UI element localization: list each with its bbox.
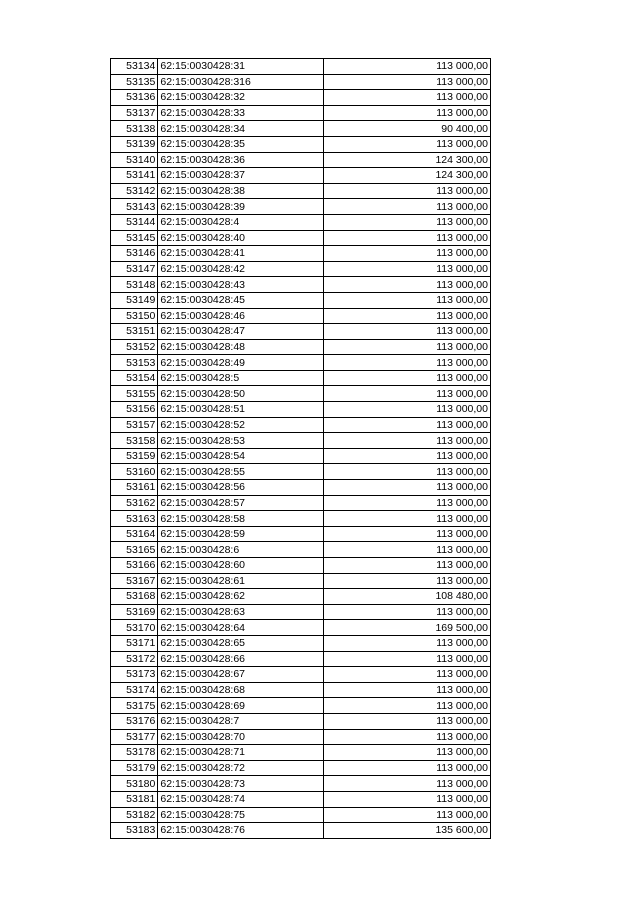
value-cell: 113 000,00 <box>324 277 491 293</box>
cadastral-number-cell: 62:15:0030428:34 <box>158 121 324 137</box>
value-cell: 113 000,00 <box>324 74 491 90</box>
table-row <box>111 620 491 636</box>
row-number-cell: 53139 <box>111 136 158 152</box>
value-cell: 169 500,00 <box>324 620 491 636</box>
row-number-cell: 53165 <box>111 542 158 558</box>
table-row <box>111 90 491 106</box>
cadastral-number-cell: 62:15:0030428:5 <box>158 370 324 386</box>
value-cell: 113 000,00 <box>324 807 491 823</box>
value-cell: 113 000,00 <box>324 308 491 324</box>
row-number-cell: 53169 <box>111 604 158 620</box>
cadastral-number-cell: 62:15:0030428:50 <box>158 386 324 402</box>
value-cell: 90 400,00 <box>324 121 491 137</box>
table-row <box>111 230 491 246</box>
table-row <box>111 542 491 558</box>
value-cell: 113 000,00 <box>324 370 491 386</box>
table-row <box>111 74 491 90</box>
table-row <box>111 136 491 152</box>
table-row <box>111 589 491 605</box>
cadastral-number-cell: 62:15:0030428:62 <box>158 589 324 605</box>
table-row <box>111 635 491 651</box>
table-row <box>111 199 491 215</box>
table-row <box>111 698 491 714</box>
row-number-cell: 53150 <box>111 308 158 324</box>
row-number-cell: 53136 <box>111 90 158 106</box>
cadastral-number-cell: 62:15:0030428:33 <box>158 105 324 121</box>
table-row <box>111 776 491 792</box>
cadastral-number-cell: 62:15:0030428:45 <box>158 292 324 308</box>
value-cell: 113 000,00 <box>324 776 491 792</box>
cadastral-number-cell: 62:15:0030428:66 <box>158 651 324 667</box>
table-row <box>111 495 491 511</box>
row-number-cell: 53176 <box>111 713 158 729</box>
table-row <box>111 526 491 542</box>
table-row <box>111 324 491 340</box>
value-cell: 113 000,00 <box>324 199 491 215</box>
table-row <box>111 105 491 121</box>
value-cell: 113 000,00 <box>324 59 491 75</box>
row-number-cell: 53174 <box>111 682 158 698</box>
value-cell: 113 000,00 <box>324 651 491 667</box>
value-cell: 113 000,00 <box>324 760 491 776</box>
value-cell: 113 000,00 <box>324 698 491 714</box>
table-row <box>111 277 491 293</box>
table-row <box>111 480 491 496</box>
table-row <box>111 558 491 574</box>
table-row <box>111 292 491 308</box>
row-number-cell: 53170 <box>111 620 158 636</box>
value-cell: 113 000,00 <box>324 90 491 106</box>
cadastral-number-cell: 62:15:0030428:67 <box>158 667 324 683</box>
value-cell: 113 000,00 <box>324 511 491 527</box>
row-number-cell: 53171 <box>111 635 158 651</box>
row-number-cell: 53172 <box>111 651 158 667</box>
table-row <box>111 464 491 480</box>
value-cell: 113 000,00 <box>324 745 491 761</box>
row-number-cell: 53167 <box>111 573 158 589</box>
table-row <box>111 168 491 184</box>
cadastral-number-cell: 62:15:0030428:41 <box>158 246 324 262</box>
row-number-cell: 53146 <box>111 246 158 262</box>
cadastral-number-cell: 62:15:0030428:32 <box>158 90 324 106</box>
row-number-cell: 53162 <box>111 495 158 511</box>
value-cell: 113 000,00 <box>324 292 491 308</box>
row-number-cell: 53134 <box>111 59 158 75</box>
row-number-cell: 53155 <box>111 386 158 402</box>
row-number-cell: 53144 <box>111 214 158 230</box>
cadastral-number-cell: 62:15:0030428:56 <box>158 480 324 496</box>
value-cell: 113 000,00 <box>324 386 491 402</box>
table-row <box>111 246 491 262</box>
value-cell: 124 300,00 <box>324 152 491 168</box>
cadastral-number-cell: 62:15:0030428:7 <box>158 713 324 729</box>
cadastral-number-cell: 62:15:0030428:72 <box>158 760 324 776</box>
row-number-cell: 53173 <box>111 667 158 683</box>
row-number-cell: 53137 <box>111 105 158 121</box>
cadastral-number-cell: 62:15:0030428:76 <box>158 823 324 839</box>
cadastral-number-cell: 62:15:0030428:64 <box>158 620 324 636</box>
row-number-cell: 53153 <box>111 355 158 371</box>
row-number-cell: 53138 <box>111 121 158 137</box>
row-number-cell: 53178 <box>111 745 158 761</box>
table-row <box>111 214 491 230</box>
cadastral-number-cell: 62:15:0030428:61 <box>158 573 324 589</box>
cadastral-number-cell: 62:15:0030428:60 <box>158 558 324 574</box>
value-cell: 113 000,00 <box>324 448 491 464</box>
value-cell: 113 000,00 <box>324 713 491 729</box>
row-number-cell: 53161 <box>111 480 158 496</box>
table-row <box>111 59 491 75</box>
value-cell: 113 000,00 <box>324 339 491 355</box>
cadastral-number-cell: 62:15:0030428:316 <box>158 74 324 90</box>
cadastral-number-cell: 62:15:0030428:69 <box>158 698 324 714</box>
cadastral-number-cell: 62:15:0030428:55 <box>158 464 324 480</box>
table-row <box>111 121 491 137</box>
table-row <box>111 386 491 402</box>
row-number-cell: 53168 <box>111 589 158 605</box>
table-row <box>111 807 491 823</box>
value-cell: 113 000,00 <box>324 635 491 651</box>
row-number-cell: 53182 <box>111 807 158 823</box>
cadastral-number-cell: 62:15:0030428:59 <box>158 526 324 542</box>
table-row <box>111 261 491 277</box>
cadastral-number-cell: 62:15:0030428:39 <box>158 199 324 215</box>
cadastral-number-cell: 62:15:0030428:43 <box>158 277 324 293</box>
cadastral-number-cell: 62:15:0030428:42 <box>158 261 324 277</box>
table-row <box>111 355 491 371</box>
row-number-cell: 53163 <box>111 511 158 527</box>
row-number-cell: 53149 <box>111 292 158 308</box>
table-row <box>111 713 491 729</box>
row-number-cell: 53140 <box>111 152 158 168</box>
value-cell: 113 000,00 <box>324 183 491 199</box>
cadastral-number-cell: 62:15:0030428:51 <box>158 402 324 418</box>
cadastral-number-cell: 62:15:0030428:75 <box>158 807 324 823</box>
row-number-cell: 53180 <box>111 776 158 792</box>
row-number-cell: 53177 <box>111 729 158 745</box>
table-body <box>111 59 491 839</box>
cadastral-number-cell: 62:15:0030428:52 <box>158 417 324 433</box>
cadastral-number-cell: 62:15:0030428:40 <box>158 230 324 246</box>
value-cell: 113 000,00 <box>324 402 491 418</box>
table-row <box>111 183 491 199</box>
cadastral-number-cell: 62:15:0030428:6 <box>158 542 324 558</box>
row-number-cell: 53143 <box>111 199 158 215</box>
value-cell: 113 000,00 <box>324 105 491 121</box>
table-row <box>111 682 491 698</box>
value-cell: 113 000,00 <box>324 246 491 262</box>
table-row <box>111 370 491 386</box>
table-row <box>111 433 491 449</box>
value-cell: 113 000,00 <box>324 417 491 433</box>
value-cell: 113 000,00 <box>324 573 491 589</box>
value-cell: 135 600,00 <box>324 823 491 839</box>
table-row <box>111 604 491 620</box>
row-number-cell: 53183 <box>111 823 158 839</box>
value-cell: 113 000,00 <box>324 791 491 807</box>
cadastral-number-cell: 62:15:0030428:47 <box>158 324 324 340</box>
value-cell: 113 000,00 <box>324 433 491 449</box>
row-number-cell: 53152 <box>111 339 158 355</box>
table-row <box>111 417 491 433</box>
row-number-cell: 53160 <box>111 464 158 480</box>
row-number-cell: 53135 <box>111 74 158 90</box>
table-row <box>111 152 491 168</box>
table-row <box>111 339 491 355</box>
row-number-cell: 53164 <box>111 526 158 542</box>
cadastral-number-cell: 62:15:0030428:36 <box>158 152 324 168</box>
value-cell: 113 000,00 <box>324 526 491 542</box>
row-number-cell: 53158 <box>111 433 158 449</box>
table-row <box>111 573 491 589</box>
value-cell: 113 000,00 <box>324 682 491 698</box>
row-number-cell: 53147 <box>111 261 158 277</box>
row-number-cell: 53148 <box>111 277 158 293</box>
row-number-cell: 53156 <box>111 402 158 418</box>
row-number-cell: 53154 <box>111 370 158 386</box>
table-row <box>111 448 491 464</box>
table-row <box>111 667 491 683</box>
row-number-cell: 53145 <box>111 230 158 246</box>
table-row <box>111 745 491 761</box>
table-row <box>111 791 491 807</box>
table-row <box>111 729 491 745</box>
value-cell: 113 000,00 <box>324 667 491 683</box>
cadastral-value-table <box>110 58 491 839</box>
value-cell: 113 000,00 <box>324 261 491 277</box>
cadastral-number-cell: 62:15:0030428:37 <box>158 168 324 184</box>
cadastral-number-cell: 62:15:0030428:46 <box>158 308 324 324</box>
cadastral-number-cell: 62:15:0030428:71 <box>158 745 324 761</box>
cadastral-number-cell: 62:15:0030428:57 <box>158 495 324 511</box>
value-cell: 113 000,00 <box>324 324 491 340</box>
cadastral-number-cell: 62:15:0030428:4 <box>158 214 324 230</box>
table-row <box>111 511 491 527</box>
cadastral-number-cell: 62:15:0030428:73 <box>158 776 324 792</box>
row-number-cell: 53141 <box>111 168 158 184</box>
row-number-cell: 53181 <box>111 791 158 807</box>
row-number-cell: 53151 <box>111 324 158 340</box>
value-cell: 113 000,00 <box>324 136 491 152</box>
cadastral-number-cell: 62:15:0030428:74 <box>158 791 324 807</box>
row-number-cell: 53179 <box>111 760 158 776</box>
value-cell: 113 000,00 <box>324 542 491 558</box>
cadastral-number-cell: 62:15:0030428:48 <box>158 339 324 355</box>
row-number-cell: 53157 <box>111 417 158 433</box>
value-cell: 113 000,00 <box>324 214 491 230</box>
cadastral-number-cell: 62:15:0030428:35 <box>158 136 324 152</box>
table-row <box>111 402 491 418</box>
value-cell: 113 000,00 <box>324 604 491 620</box>
value-cell: 113 000,00 <box>324 355 491 371</box>
value-cell: 113 000,00 <box>324 230 491 246</box>
row-number-cell: 53175 <box>111 698 158 714</box>
table-row <box>111 760 491 776</box>
value-cell: 108 480,00 <box>324 589 491 605</box>
cadastral-number-cell: 62:15:0030428:53 <box>158 433 324 449</box>
cadastral-number-cell: 62:15:0030428:31 <box>158 59 324 75</box>
row-number-cell: 53166 <box>111 558 158 574</box>
value-cell: 113 000,00 <box>324 464 491 480</box>
value-cell: 124 300,00 <box>324 168 491 184</box>
value-cell: 113 000,00 <box>324 558 491 574</box>
cadastral-number-cell: 62:15:0030428:38 <box>158 183 324 199</box>
cadastral-number-cell: 62:15:0030428:65 <box>158 635 324 651</box>
row-number-cell: 53142 <box>111 183 158 199</box>
cadastral-number-cell: 62:15:0030428:49 <box>158 355 324 371</box>
cadastral-number-cell: 62:15:0030428:58 <box>158 511 324 527</box>
value-cell: 113 000,00 <box>324 495 491 511</box>
value-cell: 113 000,00 <box>324 480 491 496</box>
table-row <box>111 823 491 839</box>
cadastral-number-cell: 62:15:0030428:54 <box>158 448 324 464</box>
cadastral-number-cell: 62:15:0030428:63 <box>158 604 324 620</box>
value-cell: 113 000,00 <box>324 729 491 745</box>
row-number-cell: 53159 <box>111 448 158 464</box>
cadastral-number-cell: 62:15:0030428:68 <box>158 682 324 698</box>
table-row <box>111 308 491 324</box>
cadastral-number-cell: 62:15:0030428:70 <box>158 729 324 745</box>
table-row <box>111 651 491 667</box>
